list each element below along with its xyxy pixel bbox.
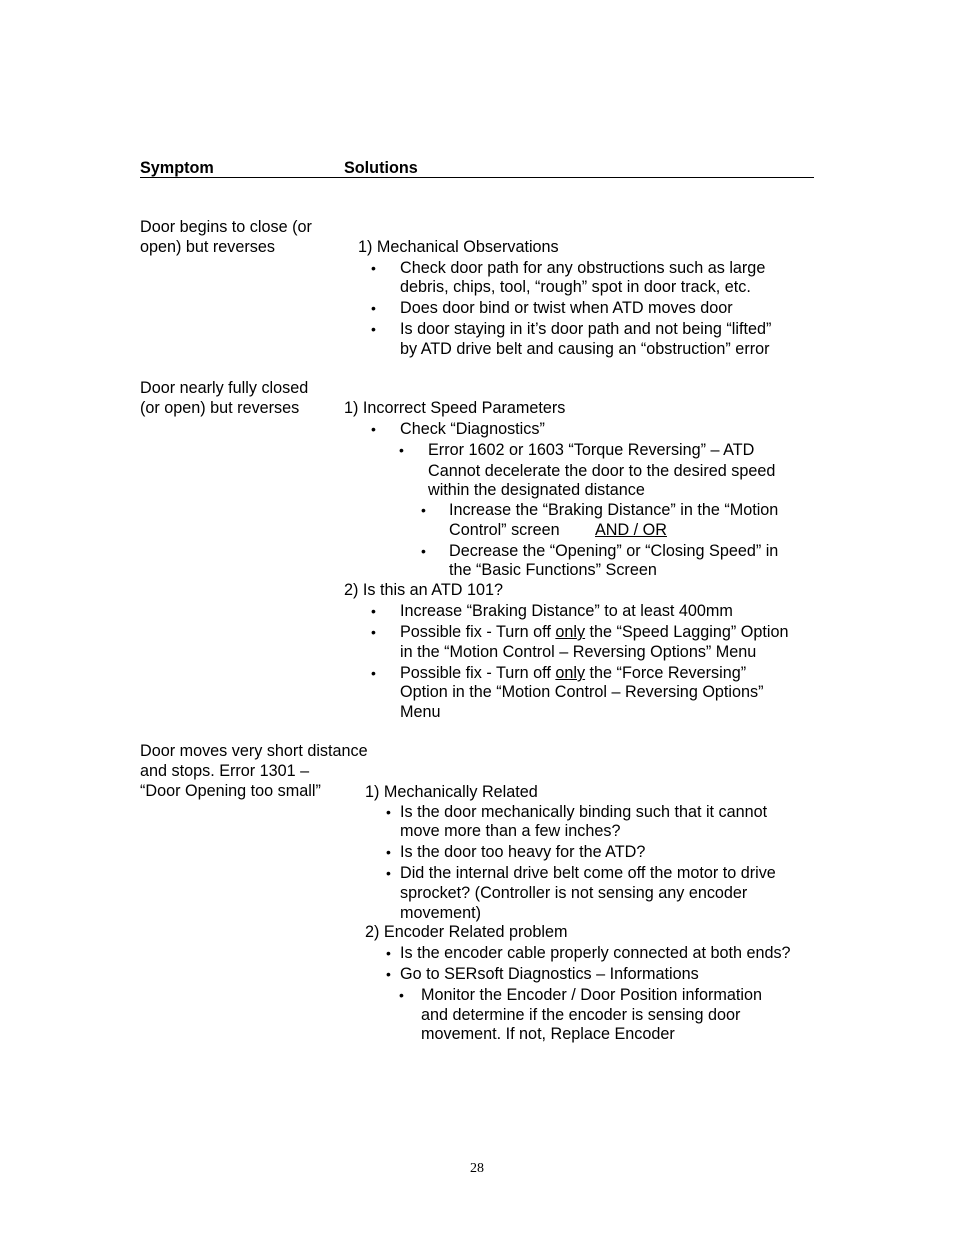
- bullet: •: [421, 543, 426, 559]
- row2-bullet4-line1: Possible fix - Turn off only the “Force Reversing”: [400, 664, 747, 682]
- bullet: •: [386, 865, 391, 881]
- row3-bullet1-line2: move more than a few inches?: [400, 822, 621, 840]
- row2-sub1-line1: Error 1602 or 1603 “Torque Reversing” – ATD: [428, 441, 755, 459]
- row1-bullet1-line2: debris, chips, tool, “rough” spot in door track, etc.: [400, 278, 751, 296]
- row2-subsub1-line2: Control” screen: [449, 521, 560, 539]
- row3-bullet4: Is the encoder cable properly connected at both ends?: [400, 944, 791, 962]
- bullet: •: [386, 804, 391, 820]
- row3-solution-heading2: 2) Encoder Related problem: [365, 923, 568, 941]
- row2-bullet2: Increase “Braking Distance” to at least 400mm: [400, 602, 733, 620]
- row2-subsub2-line2: the “Basic Functions” Screen: [449, 561, 657, 579]
- bullet: •: [386, 945, 391, 961]
- solutions-column-header: Solutions: [344, 159, 418, 177]
- row3-bullet3-line3: movement): [400, 904, 481, 922]
- row1-bullet3-line2: by ATD drive belt and causing an “obstruction” error: [400, 340, 770, 358]
- row2-solution-heading2: 2) Is this an ATD 101?: [344, 581, 503, 599]
- row1-symptom-line2: open) but reverses: [140, 238, 275, 256]
- row2-bullet3-line1: Possible fix - Turn off only the “Speed Lagging” Option: [400, 623, 789, 641]
- row3-solution-heading1: 1) Mechanically Related: [365, 783, 538, 801]
- row2-subsub2-line1: Decrease the “Opening” or “Closing Speed” in: [449, 542, 779, 560]
- bullet: •: [386, 844, 391, 860]
- row3-sub1-line3: movement. If not, Replace Encoder: [421, 1025, 675, 1043]
- row3-symptom-line3: “Door Opening too small”: [140, 782, 321, 800]
- row1-bullet2: Does door bind or twist when ATD moves door: [400, 299, 733, 317]
- row3-symptom-line1: Door moves very short distance: [140, 742, 368, 760]
- page-number: 28: [470, 1161, 484, 1176]
- bullet: •: [399, 442, 404, 458]
- bullet: •: [371, 260, 376, 276]
- bullet: •: [371, 603, 376, 619]
- row3-bullet5: Go to SERsoft Diagnostics – Informations: [400, 965, 699, 983]
- bullet: •: [421, 502, 426, 518]
- bullet: •: [371, 300, 376, 316]
- and-or-text: AND / OR: [595, 521, 667, 539]
- row2-bullet4-line2: Option in the “Motion Control – Reversing Options”: [400, 683, 764, 701]
- symptom-column-header: Symptom: [140, 159, 214, 177]
- bullet: •: [371, 421, 376, 437]
- bullet: •: [399, 987, 404, 1003]
- row2-sub1-line2: Cannot decelerate the door to the desired speed: [428, 462, 776, 480]
- row3-sub1-line2: and determine if the encoder is sensing door: [421, 1006, 741, 1024]
- row3-bullet3-line1: Did the internal drive belt come off the motor to drive: [400, 864, 776, 882]
- row1-symptom-line1: Door begins to close (or: [140, 218, 312, 236]
- row2-symptom-line2: (or open) but reverses: [140, 399, 300, 417]
- row1-bullet1-line1: Check door path for any obstructions such as large: [400, 259, 766, 277]
- bullet: •: [371, 624, 376, 640]
- bullet: •: [386, 966, 391, 982]
- row3-bullet2: Is the door too heavy for the ATD?: [400, 843, 646, 861]
- row3-bullet3-line2: sprocket? (Controller is not sensing any encoder: [400, 884, 748, 902]
- row3-symptom-line2: and stops. Error 1301 –: [140, 762, 310, 780]
- row3-sub1-line1: Monitor the Encoder / Door Position information: [421, 986, 763, 1004]
- bullet: •: [371, 665, 376, 681]
- row2-bullet4-line3: Menu: [400, 703, 441, 721]
- bullet: •: [371, 321, 376, 337]
- header-rule: [140, 177, 814, 178]
- row2-sub1-line3: within the designated distance: [428, 481, 645, 499]
- row2-bullet1: Check “Diagnostics”: [400, 420, 545, 438]
- row2-bullet3-line2: in the “Motion Control – Reversing Options” Menu: [400, 643, 757, 661]
- row2-subsub1-line1: Increase the “Braking Distance” in the “Motion: [449, 501, 779, 519]
- row2-solution-heading1: 1) Incorrect Speed Parameters: [344, 399, 566, 417]
- row1-bullet3-line1: Is door staying in it’s door path and not being “lifted”: [400, 320, 772, 338]
- row3-bullet1-line1: Is the door mechanically binding such that it cannot: [400, 803, 768, 821]
- row2-symptom-line1: Door nearly fully closed: [140, 379, 309, 397]
- row1-solution-heading: 1) Mechanical Observations: [358, 238, 559, 256]
